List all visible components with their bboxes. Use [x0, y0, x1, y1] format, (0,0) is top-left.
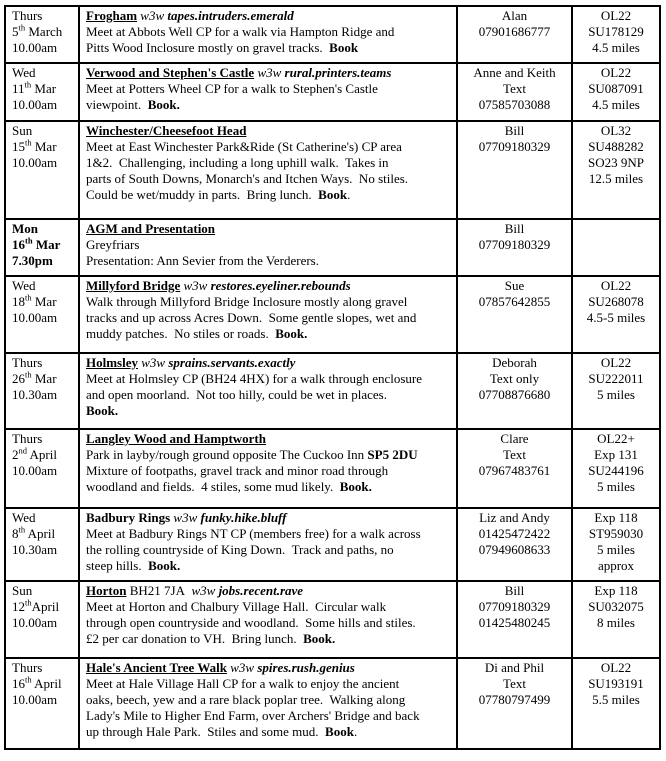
- text-line: 10.00am: [12, 692, 58, 707]
- text-line: Thurs: [12, 660, 43, 675]
- text-line: 16th April: [12, 674, 62, 691]
- text-line: 07967483761: [478, 463, 551, 478]
- text-line: steep hills. Book.: [86, 558, 181, 573]
- text-line: 10.00am: [12, 40, 58, 55]
- text-line: 4.5 miles: [592, 40, 640, 55]
- text-line: SU244196: [588, 463, 644, 478]
- text-line: Exp 118: [594, 583, 638, 598]
- text-line: SU222011: [588, 371, 644, 386]
- text-line: Pitts Wood Inclosure mostly on gravel tracks. Book: [86, 40, 359, 55]
- text-line: 07709180329: [478, 599, 551, 614]
- walk-cell: [79, 429, 457, 508]
- walk-cell: [79, 658, 457, 749]
- map-cell: [572, 6, 660, 63]
- table-row: [5, 508, 660, 581]
- text-line: SO23 9NP: [588, 155, 644, 170]
- text-line: 10.30am: [12, 387, 58, 402]
- text-line: 12thApril: [12, 597, 60, 614]
- text-line: 5 miles: [597, 542, 635, 557]
- text-line: woodland and fields. 4 stiles, some mud likely. Book.: [86, 479, 372, 494]
- contact-cell: [457, 121, 572, 219]
- text-line: 01425472422: [478, 526, 551, 541]
- text-line: 4.5 miles: [592, 97, 640, 112]
- text-line: Book.: [86, 403, 119, 418]
- text-line: 10.00am: [12, 463, 58, 478]
- text-line: Bill: [504, 583, 525, 598]
- text-line: SU488282: [588, 139, 644, 154]
- text-line: 07585703088: [478, 97, 551, 112]
- text-line: Meet at Abbots Well CP for a walk via Hampton Ridge and: [86, 24, 395, 39]
- text-line: approx: [597, 558, 635, 573]
- map-cell: [572, 581, 660, 658]
- text-line: through open countryside and woodland. Some hills and stiles.: [86, 615, 416, 630]
- text-line: 07857642855: [478, 294, 551, 309]
- contact-cell: [457, 508, 572, 581]
- text-line: 5 miles: [597, 479, 635, 494]
- text-line: SU193191: [588, 676, 644, 691]
- text-line: Wed: [12, 65, 36, 80]
- text-line: Meet at Holmsley CP (BH24 4HX) for a walk through enclosure: [86, 371, 423, 386]
- text-line: 10.30am: [12, 542, 58, 557]
- text-line: Park in layby/rough ground opposite The Cuckoo Inn SP5 2DU: [86, 447, 418, 462]
- text-line: SU268078: [588, 294, 644, 309]
- text-line: Sun: [12, 583, 33, 598]
- walk-cell: [79, 353, 457, 429]
- map-cell: [572, 63, 660, 121]
- text-line: Greyfriars: [86, 237, 140, 252]
- walk-cell: [79, 508, 457, 581]
- walk-cell: [79, 276, 457, 353]
- date-cell: [5, 276, 79, 353]
- text-line: 16th Mar: [12, 235, 61, 252]
- contact-cell: [457, 429, 572, 508]
- text-line: the rolling countryside of King Down. Track and paths, no: [86, 542, 394, 557]
- text-line: 26th Mar: [12, 369, 57, 386]
- text-line: SU032075: [588, 599, 644, 614]
- text-line: Millyford Bridge w3w restores.eyeliner.rebounds: [86, 278, 351, 293]
- text-line: Text: [503, 447, 526, 462]
- text-line: Exp 131: [594, 447, 638, 462]
- walk-cell: [79, 6, 457, 63]
- text-line: 4.5-5 miles: [586, 310, 646, 325]
- date-cell: [5, 508, 79, 581]
- text-line: Horton BH21 7JA w3w jobs.recent.rave: [86, 583, 304, 598]
- text-line: Text: [503, 676, 526, 691]
- text-line: Mixture of footpaths, gravel track and minor road through: [86, 463, 389, 478]
- text-line: 10.00am: [12, 310, 58, 325]
- map-cell: [572, 658, 660, 749]
- text-line: 10.00am: [12, 615, 58, 630]
- text-line: tracks and up across Acres Down. Some gentle slopes, wet and: [86, 310, 417, 325]
- text-line: 11th Mar: [12, 79, 57, 96]
- contact-cell: [457, 353, 572, 429]
- walk-cell: [79, 219, 457, 276]
- text-line: OL22: [600, 355, 632, 370]
- text-line: 07949608633: [478, 542, 551, 557]
- text-line: 5.5 miles: [592, 692, 640, 707]
- text-line: Wed: [12, 278, 36, 293]
- text-line: up through Hale Park. Stiles and some mud. Book.: [86, 724, 358, 739]
- text-line: OL22+: [597, 431, 635, 446]
- contact-cell: [457, 6, 572, 63]
- table-row: [5, 219, 660, 276]
- text-line: Meet at Badbury Rings NT CP (members free) for a walk across: [86, 526, 421, 541]
- text-line: viewpoint. Book.: [86, 97, 180, 112]
- text-line: Thurs: [12, 8, 43, 23]
- date-cell: [5, 219, 79, 276]
- text-line: Lady's Mile to Higher End Farm, over Archers' Bridge and back: [86, 708, 420, 723]
- text-line: Meet at Potters Wheel CP for a walk to Stephen's Castle: [86, 81, 378, 96]
- text-line: Text: [503, 81, 526, 96]
- date-cell: [5, 121, 79, 219]
- walk-cell: [79, 121, 457, 219]
- walk-cell: [79, 63, 457, 121]
- map-cell: [572, 353, 660, 429]
- text-line: Bill: [504, 123, 525, 138]
- text-line: parts of South Downs, Monarch's and Itchen Ways. No stiles.: [86, 171, 409, 186]
- text-line: 1&2. Challenging, including a long uphill walk. Takes in: [86, 155, 389, 170]
- text-line: ST959030: [588, 526, 644, 541]
- date-cell: [5, 658, 79, 749]
- contact-cell: [457, 658, 572, 749]
- map-cell: [572, 429, 660, 508]
- text-line: Could be wet/muddy in parts. Bring lunch. Book.: [86, 187, 351, 202]
- map-cell: [572, 276, 660, 353]
- text-line: Verwood and Stephen's Castle w3w rural.printers.teams: [86, 65, 392, 80]
- text-line: Di and Phil: [484, 660, 545, 675]
- text-line: Alan: [501, 8, 528, 23]
- text-line: 07709180329: [478, 237, 551, 252]
- text-line: Liz and Andy: [479, 510, 550, 525]
- text-line: Text only: [489, 371, 540, 386]
- date-cell: [5, 6, 79, 63]
- text-line: £2 per car donation to VH. Bring lunch. Book.: [86, 631, 336, 646]
- text-line: Exp 118: [594, 510, 638, 525]
- text-line: OL22: [600, 278, 632, 293]
- contact-cell: [457, 276, 572, 353]
- text-line: 07780797499: [478, 692, 551, 707]
- walk-cell: [79, 581, 457, 658]
- walks-schedule-table: [4, 5, 661, 750]
- text-line: 2nd April: [12, 445, 57, 462]
- date-cell: [5, 63, 79, 121]
- text-line: muddy patches. No stiles or roads. Book.: [86, 326, 308, 341]
- map-cell: [572, 219, 660, 276]
- text-line: 12.5 miles: [588, 171, 644, 186]
- text-line: Walk through Millyford Bridge Inclosure mostly along gravel: [86, 294, 408, 309]
- table-row: [5, 581, 660, 658]
- contact-cell: [457, 63, 572, 121]
- text-line: 18th Mar: [12, 292, 57, 309]
- table-row: [5, 429, 660, 508]
- text-line: Langley Wood and Hamptworth: [86, 431, 266, 446]
- text-line: Meet at Hale Village Hall CP for a walk to enjoy the ancient: [86, 676, 400, 691]
- text-line: Meet at Horton and Chalbury Village Hall. Circular walk: [86, 599, 387, 614]
- text-line: Frogham w3w tapes.intruders.emerald: [86, 8, 294, 23]
- text-line: 8 miles: [597, 615, 635, 630]
- text-line: 07709180329: [478, 139, 551, 154]
- text-line: 07901686777: [478, 24, 551, 39]
- text-line: 7.30pm: [12, 253, 53, 268]
- text-line: Deborah: [492, 355, 537, 370]
- table-row: [5, 658, 660, 749]
- map-cell: [572, 508, 660, 581]
- text-line: Sun: [12, 123, 33, 138]
- text-line: 5th March: [12, 22, 63, 39]
- table-row: [5, 63, 660, 121]
- map-cell: [572, 121, 660, 219]
- text-line: and open moorland. Not too hilly, could be wet in places.: [86, 387, 387, 402]
- table-row: [5, 121, 660, 219]
- text-line: Clare: [500, 431, 529, 446]
- text-line: Badbury Rings w3w funky.hike.bluff: [86, 510, 287, 525]
- text-line: Meet at East Winchester Park&Ride (St Catherine's) CP area: [86, 139, 402, 154]
- table-row: [5, 6, 660, 63]
- text-line: AGM and Presentation: [86, 221, 216, 236]
- date-cell: [5, 353, 79, 429]
- text-line: Holmsley w3w sprains.servants.exactly: [86, 355, 296, 370]
- text-line: 5 miles: [597, 387, 635, 402]
- table-row: [5, 276, 660, 353]
- text-line: Winchester/Cheesefoot Head: [86, 123, 247, 138]
- text-line: 01425480245: [478, 615, 551, 630]
- text-line: OL22: [600, 8, 632, 23]
- date-cell: [5, 429, 79, 508]
- text-line: 8th April: [12, 524, 56, 541]
- date-cell: [5, 581, 79, 658]
- text-line: Presentation: Ann Sevier from the Verderers.: [86, 253, 319, 268]
- table-row: [5, 353, 660, 429]
- text-line: OL32: [600, 123, 632, 138]
- text-line: Thurs: [12, 355, 43, 370]
- text-line: Sue: [504, 278, 525, 293]
- text-line: Anne and Keith: [473, 65, 556, 80]
- text-line: Hale's Ancient Tree Walk w3w spires.rush.genius: [86, 660, 355, 675]
- text-line: oaks, beech, yew and a rare black poplar tree. Walking along: [86, 692, 406, 707]
- contact-cell: [457, 581, 572, 658]
- text-line: 10.00am: [12, 97, 58, 112]
- text-line: OL22: [600, 65, 632, 80]
- text-line: Thurs: [12, 431, 43, 446]
- contact-cell: [457, 219, 572, 276]
- text-line: 15th Mar: [12, 137, 57, 154]
- text-line: 07708876680: [478, 387, 551, 402]
- text-line: SU178129: [588, 24, 644, 39]
- text-line: Mon: [12, 221, 38, 236]
- text-line: SU087091: [588, 81, 644, 96]
- text-line: OL22: [600, 660, 632, 675]
- text-line: Wed: [12, 510, 36, 525]
- text-line: Bill: [504, 221, 525, 236]
- walks-table-body: [5, 6, 660, 749]
- text-line: 10.00am: [12, 155, 58, 170]
